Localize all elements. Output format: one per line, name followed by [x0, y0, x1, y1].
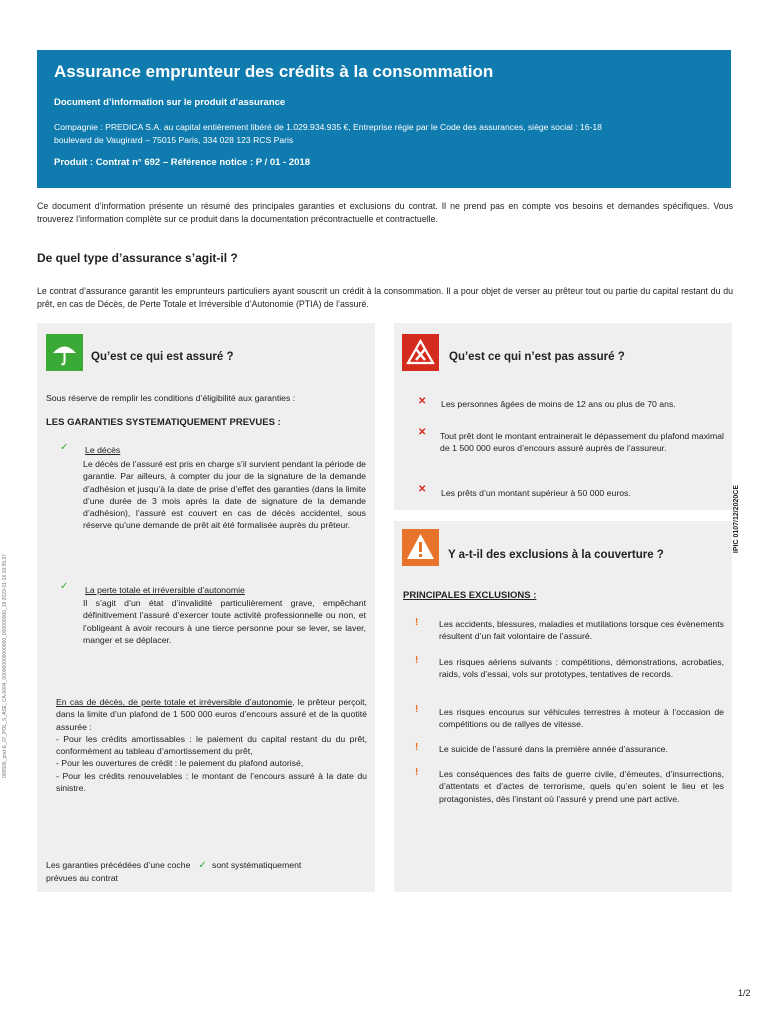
assured-title: Qu’est ce qui est assuré ?: [91, 351, 234, 363]
payment-text: [56, 696, 367, 794]
document-header: [37, 50, 731, 188]
payment-item: - Pour les crédits renouvelables : le montant de l’encours assuré à la date du sinistre.: [56, 770, 367, 794]
exclusion-item: Les accidents, blessures, maladies et mutilations lorsque ces évènements résultent d’un fait volontaire de l’assuré.: [439, 619, 724, 642]
cross-icon: [402, 334, 439, 371]
payment-item: - Pour les crédits amortissables : le paiement du capital restant du du prêt, conformément au tableau d’amortissement du prêt,: [56, 733, 367, 757]
check-icon: ✓: [192, 860, 210, 871]
not-assured-item: Les personnes âgées de moins de 12 ans ou plus de 70 ans.: [441, 399, 676, 409]
exclamation-icon: !: [415, 704, 419, 715]
company-line-2: boulevard de Vaugirard – 75015 Paris, 334 028 123 RCS Paris: [54, 134, 294, 145]
product-reference: Produit : Contrat n° 692 – Référence notice : P / 01 - 2018: [54, 157, 310, 168]
guarantees-heading: LES GARANTIES SYSTEMATIQUEMENT PREVUES :: [46, 417, 281, 428]
umbrella-icon: [46, 334, 83, 371]
exclusion-item: Les risques encourus sur véhicules terrestres à moteur à l’occasion de compétitions ou de rallyes de vitesse.: [439, 707, 724, 730]
exclusions-title: Y a-t-il des exclusions à la couverture ?: [448, 549, 664, 561]
insurance-type-text: Le contrat d’assurance garantit les emprunteurs particuliers ayant souscrit un crédit à la consommation. Il a pour objet de verser au prêteur tout ou partie du capital restant du du prêt, en cas de Décès, de Perte Totale et Irréversible d’Autonomie (PTIA) de l’assuré.: [37, 286, 733, 309]
exclusions-panel: [394, 521, 732, 892]
x-mark-icon: ✕: [418, 396, 427, 407]
exclamation-icon: !: [415, 767, 419, 778]
checkmark-footnote: [46, 859, 371, 885]
not-assured-panel: [394, 323, 732, 510]
margin-reference-right: IPIC 0107/12/2020CE: [733, 485, 740, 554]
company-line-1: Compagnie : PREDICA S.A. au capital entièrement libéré de 1.029.934.935 €, Entreprise régie par le Code des assurances, siège social : 16-18: [54, 122, 602, 132]
insurance-type-heading: De quel type d’assurance s’agit-il ?: [37, 251, 238, 265]
exclamation-icon: !: [415, 617, 419, 628]
exclusion-item: Les risques aériens suivants : compétitions, démonstrations, acrobaties, raids, vols d’essai, vols sur prototypes, tentatives de records.: [439, 657, 724, 680]
not-assured-title: Qu’est ce qui n’est pas assuré ?: [449, 351, 625, 363]
deces-text: Le décès de l’assuré est pris en charge s’il survient pendant la période de garantie. Par ailleurs, à compter du jour de la signature de la demande d’adhésion et jusqu’à la date de prise d’effet des garanties (dans la limite d’une durée de 3 mois après la date de signature de la demande d’adhésion), l’assuré est couvert en cas de décès accidentel, sous réserve qu’une demande de prêt ait été formalisée auprès du prêteur.: [83, 459, 366, 531]
footnote-text: Les garanties précédées d’une coche: [46, 860, 191, 870]
conditions-text: Sous réserve de remplir les conditions d’éligibilité aux garanties :: [46, 393, 296, 403]
payment-item: - Pour les ouvertures de crédit : le paiement du plafond autorisé,: [56, 758, 304, 769]
document-title: Assurance emprunteur des crédits à la consommation: [54, 62, 494, 81]
exclamation-icon: !: [415, 655, 419, 666]
exclusions-heading: PRINCIPALES EXCLUSIONS :: [403, 590, 537, 601]
exclusion-item: Le suicide de l’assuré dans la première année d’assurance.: [439, 744, 668, 754]
payment-rest: , le prêteur perçoit, dans la limite d’un plafond de 1 500 000 euros d’encours assuré et de la quotité assurée :: [56, 697, 368, 732]
not-assured-item: Les prêts d’un montant supérieur à 50 000 euros.: [441, 488, 631, 498]
ptia-text: Il s’agit d’un état d’invalidité particulièrement grave, empêchant définitivement l’assuré d’exercer toute activité professionnelle ou non, et l’obligeant à avoir recours à une tierce personne pour se lever, se laver, manger et se déplacer.: [83, 598, 366, 645]
exclusion-item: Les conséquences des faits de guerre civile, d’émeutes, d’insurrections, d’attentats et d’actes de terrorisme, quels qu’en soient le lieu et les protagonistes, dès l’instant où l’assuré y prend une part active.: [439, 769, 724, 804]
company-info: [54, 121, 715, 146]
deces-title: Le décès: [85, 445, 121, 455]
document-subtitle: Document d’information sur le produit d’assurance: [54, 97, 286, 108]
check-icon: ✓: [60, 581, 69, 592]
check-icon: ✓: [60, 442, 69, 453]
ptia-title: La perte totale et irréversible d’autonomie: [85, 585, 245, 595]
warning-icon: [402, 529, 439, 566]
assured-panel: [37, 323, 375, 892]
x-mark-icon: ✕: [418, 484, 427, 495]
not-assured-item: Tout prêt dont le montant entrainerait le dépassement du plafond maximal de 1 500 000 euros d’encours assuré auprès de l’assureur.: [440, 431, 724, 454]
margin-reference-left: 005506_pret-E_07_POL_S_ASE_CA-0004_000000000000000_000000000_19 2023-01-16 19:55:37: [2, 553, 8, 778]
intro-paragraph: Ce document d’information présente un résumé des principales garanties et exclusions du contrat. Il ne prend pas en compte vos besoins et demandes spécifiques. Vous trouverez l’information complète sur ce produit dans la documentation précontractuelle et contractuelle.: [37, 201, 733, 224]
x-mark-icon: ✕: [418, 427, 427, 438]
payment-lead: En cas de décès, de perte totale et irréversible d’autonomie: [56, 697, 293, 707]
footnote-text: sont systématiquement: [211, 860, 302, 870]
footnote-text: prévues au contrat: [46, 873, 118, 884]
exclamation-icon: !: [415, 742, 419, 753]
page-number: 1/2: [738, 988, 751, 998]
